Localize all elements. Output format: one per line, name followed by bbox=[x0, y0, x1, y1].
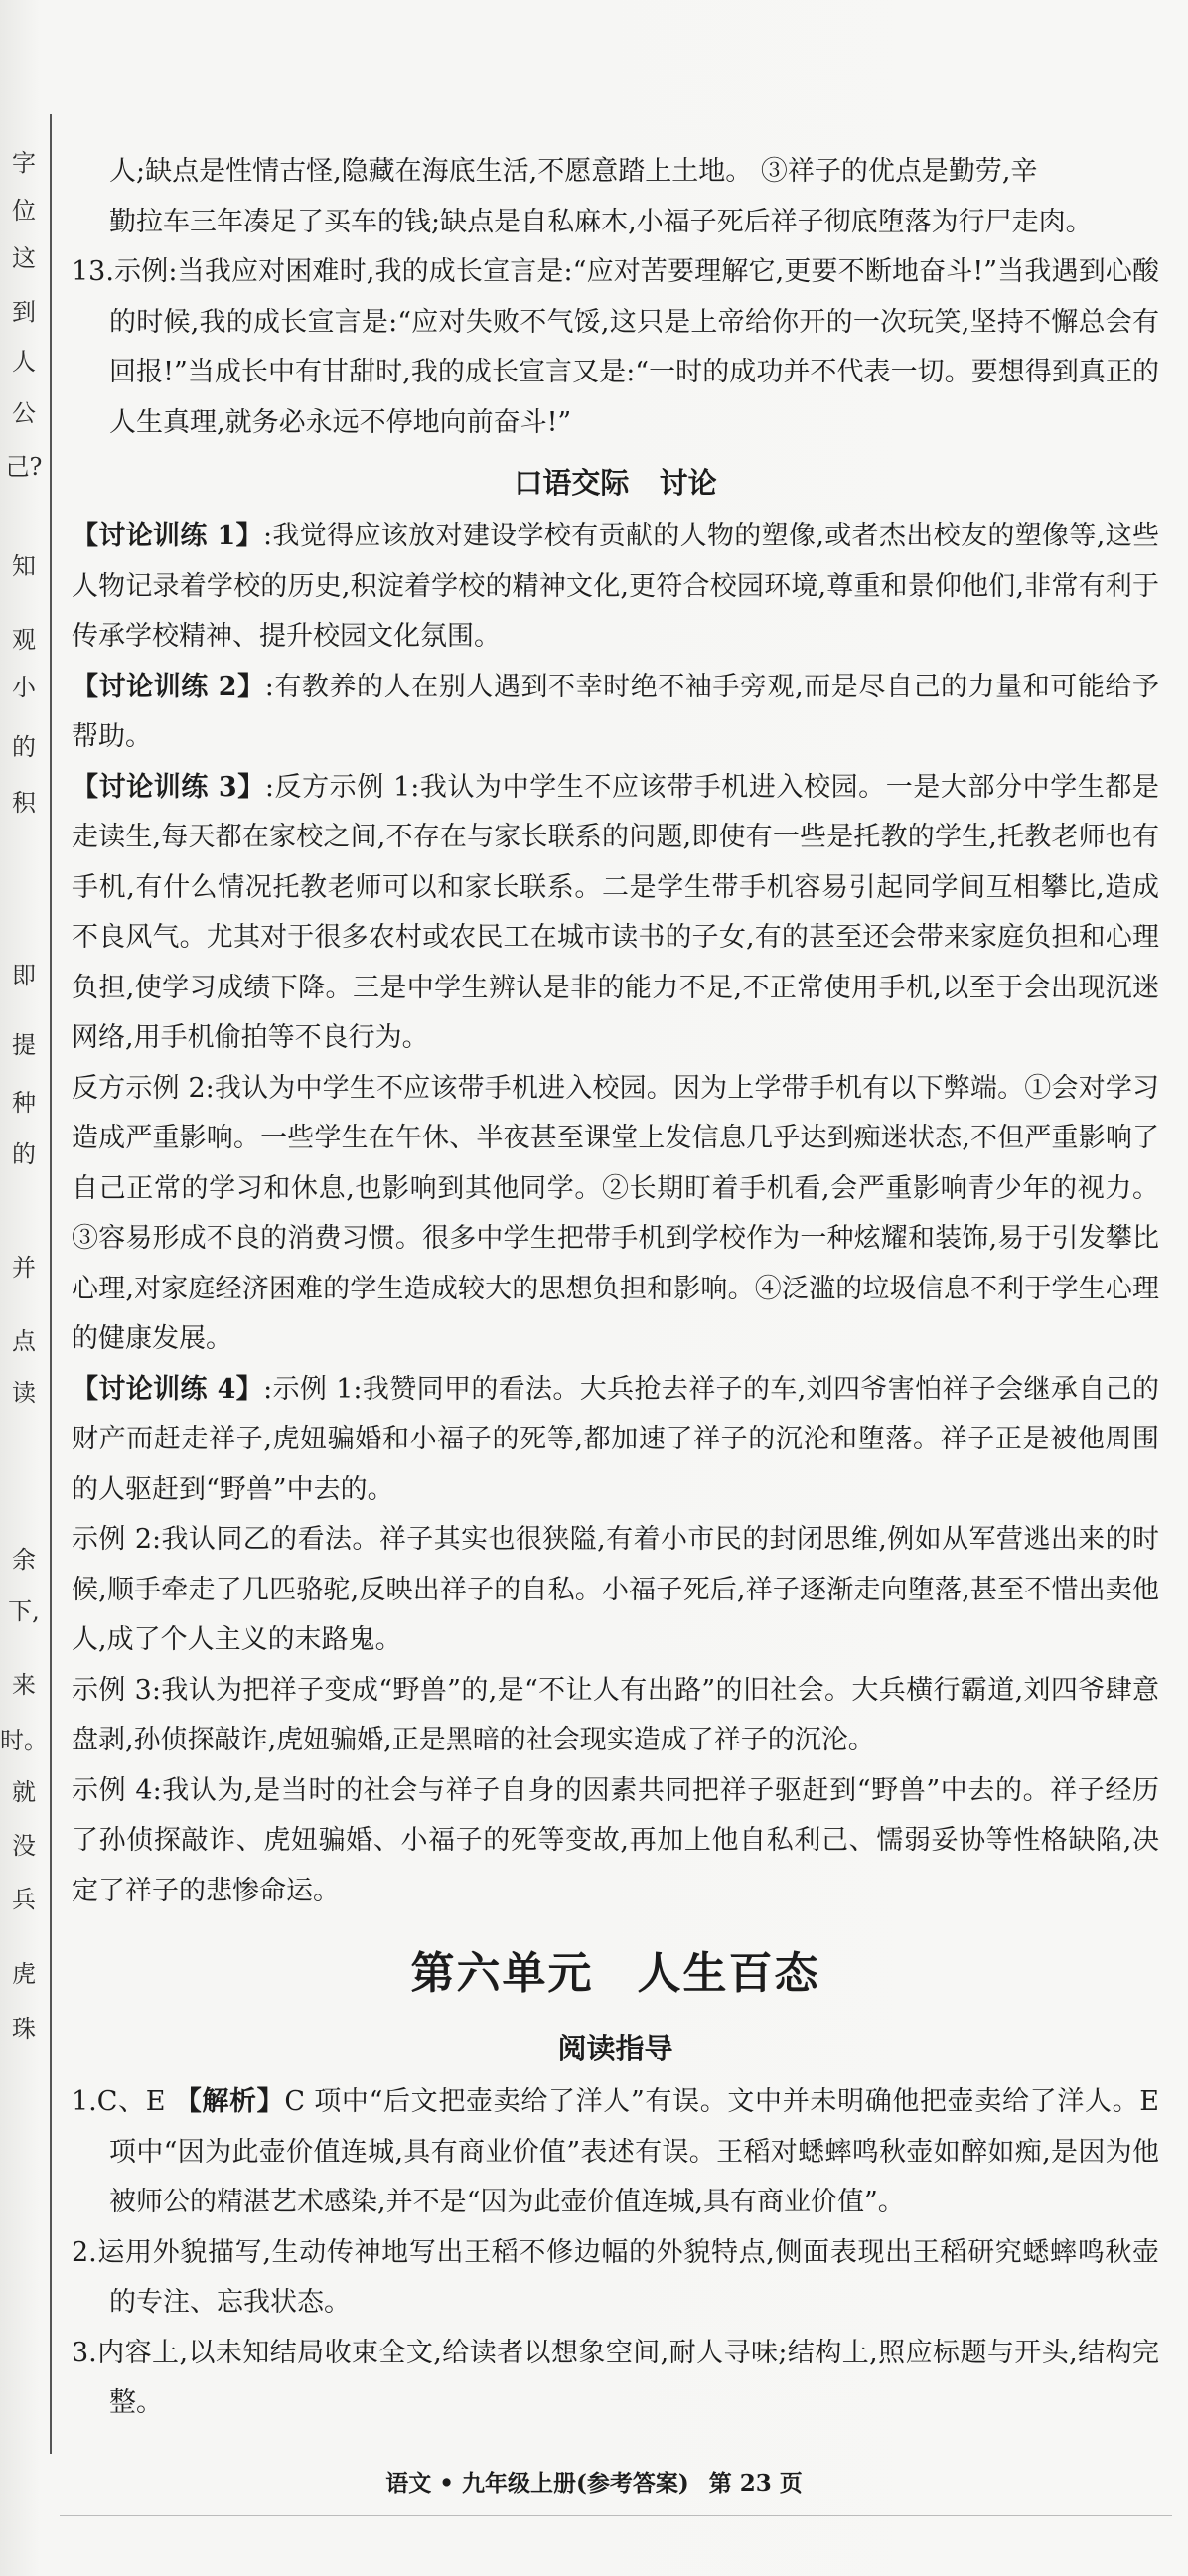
footer-page-number: 第 23 页 bbox=[708, 2470, 803, 2497]
left-margin-char: 虎 bbox=[12, 1960, 36, 1988]
answer-1 bbox=[72, 2077, 1159, 2228]
left-margin-char: 观 bbox=[12, 626, 36, 654]
bottom-rule bbox=[60, 2515, 1172, 2516]
example-3: 示例 3:我认为把祥子变成“野兽”的,是“不让人有出路”的旧社会。大兵横行霸道,刘四爷肆意盘剥,孙侦探敲诈,虎妞骗婚,正是黑暗的社会现实造成了祥子的沉沦。 bbox=[72, 1674, 1159, 1755]
example-2: 示例 2:我认同乙的看法。祥子其实也很狭隘,有着小市民的封闭思维,例如从军营逃出来的时候,顺手牵走了几匹骆驼,反映出祥子的自私。小福子死后,祥子逐渐走向堕落,甚至不惜出卖他人,成了个人主义的末路鬼。 bbox=[72, 1524, 1159, 1655]
left-margin-char: 读 bbox=[12, 1379, 36, 1407]
answer-1-text: C 项中“后文把壶卖给了洋人”有误。文中并未明确他把壶卖给了洋人。E 项中“因为此壶价值连城,具有商业价值”表述有误。王稻对蟋蟀鸣秋壶如醉如痴,是因为他被师公的精湛艺术感染,并不是“因为此壶价值连城,具有商业价值”。 bbox=[109, 2086, 1160, 2217]
example-4: 示例 4:我认为,是当时的社会与祥子自身的因素共同把祥子驱赶到“野兽”中去的。祥子经历了孙侦探敲诈、虎妞骗婚、小福子的死等变故,再加上他自私利己、懦弱妥协等性格缺陷,决定了祥子的悲惨命运。 bbox=[72, 1774, 1159, 1906]
unit-title bbox=[72, 1934, 1159, 2014]
answer-2 bbox=[72, 2228, 1159, 2329]
left-margin-char: 公 bbox=[12, 399, 36, 427]
item-13-number: 13. bbox=[72, 256, 114, 287]
item-13-text: 当我应对困难时,我的成长宣言是:“应对苦要理解它,更要不断地奋斗!”当我遇到心酸的时候,我的成长宣言是:“应对失败不气馁,这只是上帝给你开的一次玩笑,坚持不懈总会有回报!”当成长中有甘甜时,我的成长宣言又是:“一时的成功并不代表一切。要想得到真正的人生真理,就务必永远不停地向前奋斗!” bbox=[109, 256, 1159, 438]
left-margin-char: 积 bbox=[12, 789, 36, 817]
discussion-4-tag: 【讨论训练 4】 bbox=[72, 1373, 264, 1405]
left-margin-char: 知 bbox=[12, 552, 36, 580]
left-margin-char: 并 bbox=[12, 1254, 36, 1282]
answer-3-text: 内容上,以未知结局收束全文,给读者以想象空间,耐人寻味;结构上,照应标题与开头,结构完整。 bbox=[96, 2337, 1159, 2418]
discussion-1 bbox=[72, 512, 1159, 663]
discussion-1-tag: 【讨论训练 1】 bbox=[72, 521, 263, 551]
left-margin-char: 即 bbox=[12, 962, 36, 989]
column-divider bbox=[50, 114, 52, 2454]
left-margin-char: 种 bbox=[12, 1089, 36, 1117]
left-margin-char: 珠 bbox=[12, 2015, 36, 2043]
answer-3 bbox=[72, 2329, 1159, 2429]
left-margin-char: 提 bbox=[12, 1031, 36, 1059]
left-margin-char: 的 bbox=[12, 1140, 36, 1168]
discussion-3 bbox=[72, 763, 1159, 1064]
answer-2-number: 2. bbox=[72, 2236, 97, 2268]
left-margin-char: 兵 bbox=[12, 1886, 36, 1913]
footer-book-title: 语文 • 九年级上册(参考答案) bbox=[385, 2470, 689, 2497]
left-margin-char: 字 bbox=[12, 149, 36, 177]
unit-title-number: 第六单元 bbox=[410, 1948, 594, 1999]
answer-3-number: 3. bbox=[72, 2337, 97, 2368]
left-margin-char: 下, bbox=[8, 1597, 40, 1625]
item-13 bbox=[72, 247, 1159, 448]
top-line-1: 人;缺点是性情古怪,隐藏在海底生活,不愿意踏上土地。 ③祥子的优点是勤劳,辛 bbox=[109, 156, 1038, 187]
left-margin-char: 就 bbox=[12, 1778, 36, 1806]
unit-title-name: 人生百态 bbox=[637, 1948, 820, 1999]
left-margin-column bbox=[0, 0, 48, 2576]
section-title-reading: 阅读指导 bbox=[557, 2032, 673, 2065]
left-margin-char: 点 bbox=[12, 1327, 36, 1355]
answer-1-number: 1. bbox=[72, 2086, 97, 2117]
page-footer bbox=[0, 2464, 1188, 2503]
discussion-3-tag: 【讨论训练 3】 bbox=[72, 771, 265, 803]
left-margin-char: 时。 bbox=[0, 1727, 48, 1754]
top-line-2: 勤拉车三年凑足了买车的钱;缺点是自私麻木,小福子死后祥子彻底堕落为行尸走肉。 bbox=[109, 206, 1093, 237]
left-margin-char: 来 bbox=[12, 1671, 36, 1699]
main-content bbox=[72, 147, 1159, 2429]
discussion-2-text: :有教养的人在别人遇到不幸时绝不袖手旁观,而是尽自己的力量和可能给予帮助。 bbox=[72, 671, 1159, 752]
left-margin-char: 到 bbox=[12, 298, 36, 326]
discussion-3-text: :反方示例 1:我认为中学生不应该带手机进入校园。一是大部分中学生都是走读生,每天都在家校之间,不存在与家长联系的问题,即使有一些是托教的学生,托教老师也有手机,有什么情况托教老师可以和家长联系。二是学生带手机容易引起同学间互相攀比,造成不良风气。尤其对于很多农村或农民工在城市读书的子女,有的甚至还会带来家庭负担和心理负担,使学习成绩下降。三是中学生辨认是非的能力不足,不正常使用手机,以至于会出现沉迷网络,用手机偷拍等不良行为。 bbox=[72, 771, 1160, 1053]
left-margin-char: 没 bbox=[12, 1832, 36, 1860]
left-margin-char: 小 bbox=[12, 674, 36, 701]
rebuttal-example-2: 反方示例 2:我认为中学生不应该带手机进入校园。因为上学带手机有以下弊端。①会对学习造成严重影响。一些学生在午休、半夜甚至课堂上发信息几乎达到痴迷状态,不但严重影响了自己正常的学习和休息,也影响到其他同学。②长期盯着手机看,会严重影响青少年的视力。③容易形成不良的消费习惯。很多中学生把带手机到学校作为一种炫耀和装饰,易于引发攀比心理,对家庭经济困难的学生造成较大的思想负担和影响。④泛滥的垃圾信息不利于学生心理的健康发展。 bbox=[72, 1072, 1159, 1354]
left-margin-char: 人 bbox=[12, 348, 36, 376]
item-13-label: 示例: bbox=[113, 256, 178, 287]
discussion-2-tag: 【讨论训练 2】 bbox=[72, 671, 265, 702]
left-margin-char: 己? bbox=[5, 453, 43, 481]
discussion-4 bbox=[72, 1365, 1159, 1516]
left-margin-char: 位 bbox=[12, 197, 36, 225]
discussion-2 bbox=[72, 663, 1159, 763]
left-margin-char: 余 bbox=[12, 1546, 36, 1574]
section-title-oral: 口语交际 讨论 bbox=[514, 466, 717, 500]
answer-1-head: C、E bbox=[96, 2086, 175, 2117]
answer-2-text: 运用外貌描写,生动传神地写出王稻不修边幅的外貌特点,侧面表现出王稻研究蟋蟀鸣秋壶的专注、忘我状态。 bbox=[96, 2236, 1159, 2318]
discussion-1-text: :我觉得应该放对建设学校有贡献的人物的塑像,或者杰出校友的塑像等,这些人物记录着学校的历史,积淀着学校的精神文化,更符合校园环境,尊重和景仰他们,非常有利于传承学校精神、提升校园文化氛围。 bbox=[72, 521, 1160, 652]
discussion-4-text: :示例 1:我赞同甲的看法。大兵抢去祥子的车,刘四爷害怕祥子会继承自己的财产而赶走祥子,虎妞骗婚和小福子的死等,都加速了祥子的沉沦和堕落。祥子正是被他周围的人驱赶到“野兽”中去的。 bbox=[72, 1373, 1160, 1505]
answer-1-tag: 【解析】 bbox=[174, 2086, 285, 2117]
left-margin-char: 这 bbox=[12, 244, 36, 272]
left-margin-char: 的 bbox=[12, 733, 36, 761]
